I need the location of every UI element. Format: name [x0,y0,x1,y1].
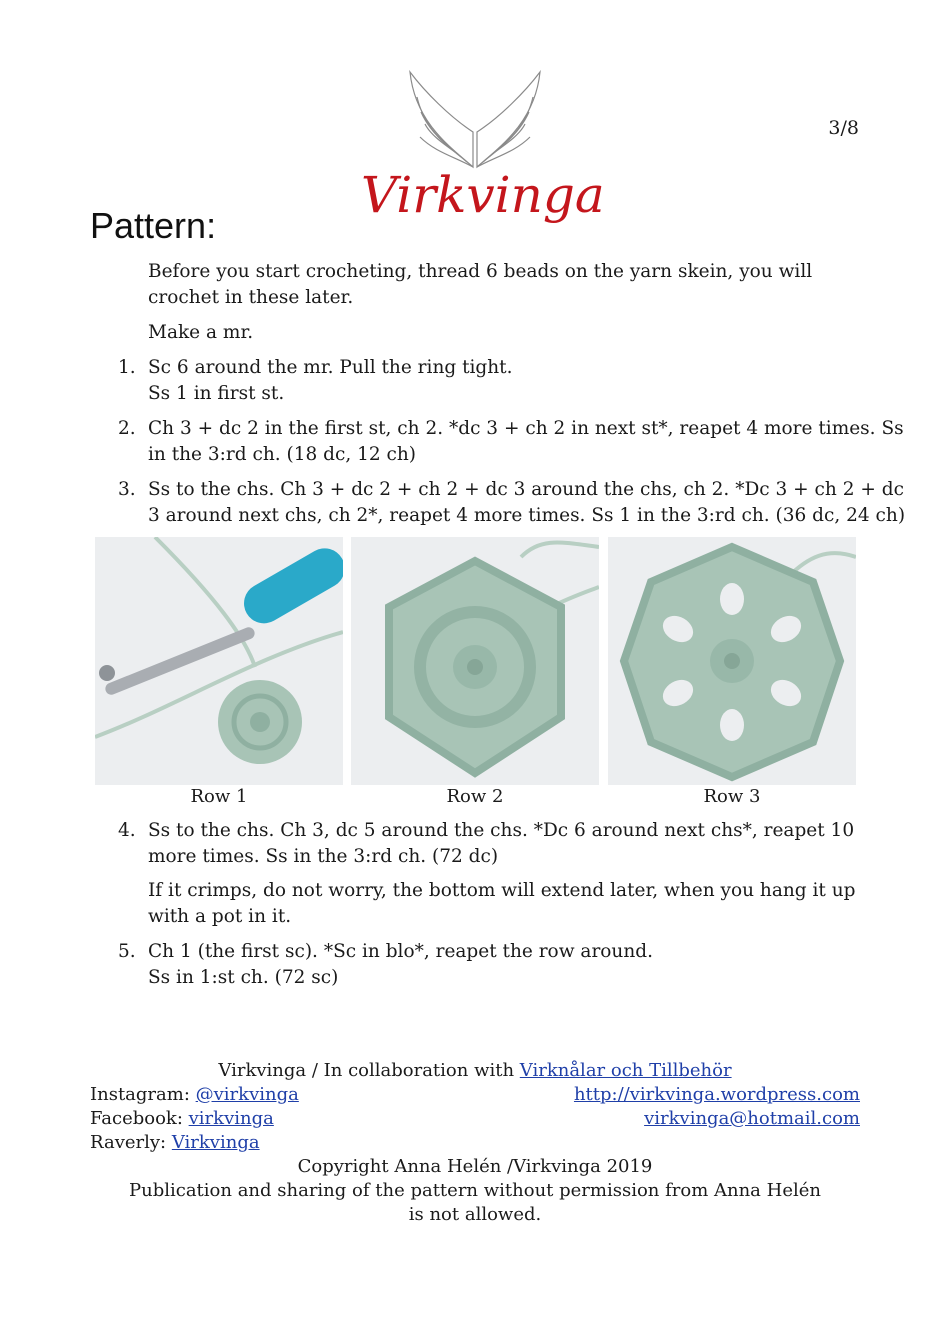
step-line: 3 around next chs, ch 2*, reapet 4 more times. Ss 1 in the 3:rd ch. (36 dc, 24 ch) [148,505,906,526]
photo-row-3 [608,537,856,785]
step-line: more times. Ss in the 3:rd ch. (72 dc) [148,846,499,867]
step-line: Ss 1 in first st. [148,383,285,404]
page-number: 3/8 [828,117,859,139]
note-line: If it crimps, do not worry, the bottom will extend later, when you hang it up [148,880,856,901]
ravelry-label: Raverly: [90,1132,172,1153]
step-line: Ss to the chs. Ch 3 + dc 2 + ch 2 + dc 3 around the chs, ch 2. *Dc 3 + ch 2 + dc [148,479,904,500]
photo-caption: Row 2 [446,786,504,807]
facebook-link[interactable]: virkvinga [188,1108,274,1129]
intro-paragraph: Before you start crocheting, thread 6 beads on the yarn skein, you will crochet in these later. [148,261,813,308]
step-line: Ch 3 + dc 2 in the first st, ch 2. *dc 3 + ch 2 in next st*, reapet 4 more times. Ss [148,418,904,439]
step-line: Ss to the chs. Ch 3, dc 5 around the chs. *Dc 6 around next chs*, reapet 10 [148,820,855,841]
photo-row-2 [351,537,599,785]
photo-row-1 [95,537,343,785]
step-number: 2. [118,418,136,439]
collab-link[interactable]: Virknålar och Tillbehör [519,1060,732,1081]
brand-logo [355,62,605,224]
intro-paragraph: Make a mr. [148,322,254,343]
step-number: 5. [118,941,136,962]
collab-text: Virkvinga / In collaboration with [218,1060,520,1081]
step-line: Sc 6 around the mr. Pull the ring tight. [148,357,513,378]
footer-collab [90,1059,860,1083]
instagram-link[interactable]: @virkvinga [195,1084,299,1105]
wings-icon [355,62,595,182]
website-link[interactable]: http://virkvinga.wordpress.com [573,1084,860,1105]
page-title: Pattern: [90,205,217,246]
step-number: 3. [118,479,136,500]
photo-caption: Row 1 [190,786,248,807]
brand-name: Virkvinga [361,166,605,224]
note-line: with a pot in it. [148,906,292,927]
email-link[interactable]: virkvinga@hotmail.com [644,1108,860,1129]
footer-row-ravelry [90,1131,860,1155]
step-line: Ch 1 (the first sc). *Sc in blo*, reapet the row around. [148,941,653,962]
instagram-label: Instagram: [90,1084,196,1105]
copyright-text: Copyright Anna Helén /Virkvinga 2019 [297,1156,653,1177]
step-line: in the 3:rd ch. (18 dc, 12 ch) [148,444,417,465]
facebook-label: Facebook: [90,1108,189,1129]
ravelry-link[interactable]: Virkvinga [171,1132,260,1153]
step-number: 1. [118,357,136,378]
step-number: 4. [118,820,136,841]
footer-row-facebook [90,1107,860,1131]
photo-caption: Row 3 [703,786,761,807]
footer-row-instagram [90,1083,860,1107]
notice-text: Publication and sharing of the pattern without permission from Anna Helén is not allowed. [129,1180,821,1225]
step-line: Ss in 1:st ch. (72 sc) [148,967,339,988]
